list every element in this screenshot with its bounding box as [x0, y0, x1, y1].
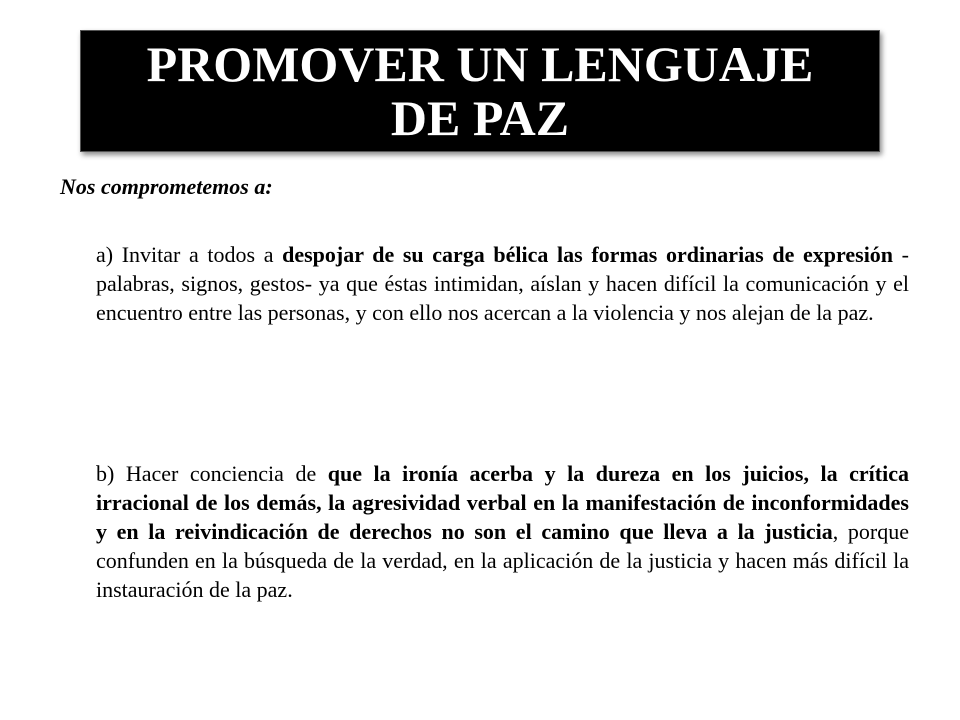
paragraph-b-prefix: b) Hacer conciencia de	[96, 461, 328, 486]
title-line-2: DE PAZ	[390, 90, 570, 146]
title-banner	[80, 30, 880, 152]
paragraph-b	[96, 459, 909, 604]
paragraph-a-prefix: a) Invitar a todos a	[96, 242, 283, 267]
paragraph-a-emphasis: despojar de su carga bélica las formas ordinarias de expresión	[282, 242, 894, 267]
paragraph-b-suffix: , porque confunden en la búsqueda de la verdad, en la aplicación de la justicia y hacen más difícil la instauración de la paz.	[96, 519, 910, 602]
paragraph-b-emphasis: que la ironía acerba y la dureza en los juicios, la crítica irracional de los demás, la agresividad verbal en la manifestación de inconformidades y en la reivindicación de derechos no son el camino que lleva a la justicia	[96, 461, 909, 544]
paragraph-a	[96, 240, 909, 327]
intro-text: Nos comprometemos a:	[60, 174, 273, 199]
title-line-1: PROMOVER UN LENGUAJE	[146, 36, 814, 92]
paragraph-a-suffix: -palabras, signos, gestos- ya que éstas intimidan, aíslan y hacen difícil la comunicación y el encuentro entre las personas, y con ello nos acercan a la violencia y nos alejan de la paz.	[96, 242, 910, 325]
